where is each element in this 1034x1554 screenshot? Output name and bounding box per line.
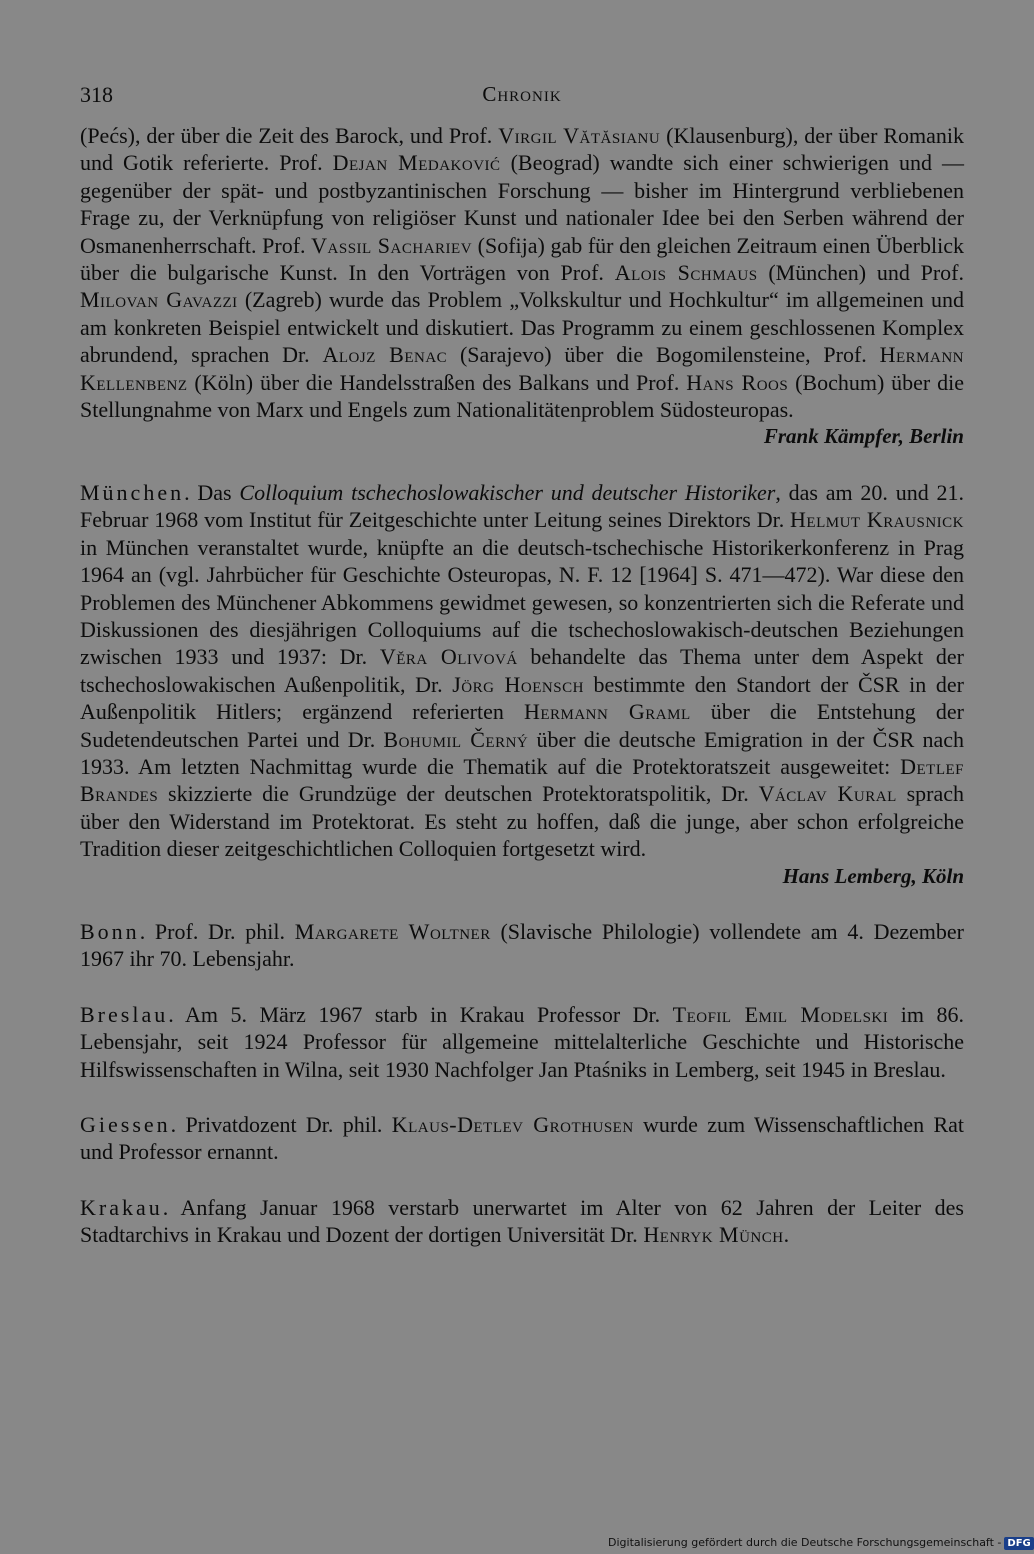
person-name: Klaus-Detlev Grothusen: [391, 1112, 634, 1137]
page-number: 318: [80, 82, 113, 107]
person-name: Dejan Medaković: [332, 150, 501, 176]
person-name: Hermann Kellenbenz: [80, 342, 964, 395]
person-name: Bohumil Černý: [383, 726, 529, 752]
section-gap: [80, 1166, 964, 1194]
author-signature: Frank Kämpfer, Berlin: [763, 424, 964, 449]
person-name: Teofil Emil Modelski: [672, 1001, 889, 1027]
funding-credit: Digitalisierung gefördert durch die Deutsche Forschungsgemeinschaft -: [608, 1536, 1002, 1549]
section-gap: [80, 973, 964, 1001]
page: [80, 82, 964, 1249]
person-name: Václav Kural: [758, 781, 897, 807]
place-name: Krakau: [80, 1194, 163, 1220]
digitization-footer: [608, 1536, 1031, 1550]
running-head: Chronik: [482, 82, 562, 106]
place-name: München: [80, 479, 185, 505]
page-header: [80, 82, 964, 122]
article-section-4: [80, 1001, 964, 1083]
person-name: Detlef Brandes: [80, 753, 964, 807]
article-section-2: [80, 479, 964, 890]
article-section-3: [80, 918, 964, 973]
person-name: Henryk Münch: [643, 1222, 784, 1248]
person-name: Jörg Hoensch: [452, 671, 584, 697]
paragraph: Bonn. Prof. Dr. phil. Margarete Woltner (Slavische Philologie) vollendete am 4. Dezember 1967 ihr 70. Lebensjahr.: [80, 918, 964, 972]
dfg-logo-icon: DFG: [1004, 1537, 1033, 1550]
person-name: Milovan Gavazzi: [80, 287, 238, 313]
event-title: Colloquium tschechoslowakischer und deutscher Historiker: [239, 479, 776, 505]
paragraph: Giessen. Privatdozent Dr. phil. Klaus-Detlev Grothusen wurde zum Wissenschaftlichen Rat und Professor ernannt.: [80, 1112, 964, 1165]
person-name: Alois Schmaus: [614, 260, 758, 286]
section-gap: [80, 1083, 964, 1111]
place-name: Bonn: [80, 918, 140, 944]
person-name: Virgil Vătăsianu: [498, 123, 661, 148]
person-name: Helmut Krausnick: [790, 507, 964, 533]
person-name: Alojz Benac: [322, 342, 448, 368]
person-name: Hermann Graml: [523, 699, 691, 725]
paragraph: München. Das Colloquium tschechoslowakischer und deutscher Historiker, das am 20. und 21. Februar 1968 vom Institut für Zeitgeschichte unter Leitung seines Direktors Dr. Helmut Krausnick in München veranstaltet wurde, knüpfte an die deutsch-tschechische Historikerkonferenz in Prag 1964 an (vgl. Jahrbücher für Geschichte Osteuropas, N. F. 12 [1964] S. 471—472). War diese den Problemen des Münchener Abkommens gewidmet gewesen, so konzentrierten sich die Referate und Diskussionen des diesjährigen Colloquiums auf die tschechoslowakisch-deutschen Beziehungen zwischen 1933 und 1937: Dr. Věra Olivová behandelte das Thema unter dem Aspekt der tschechoslowakischen Außenpolitik, Dr. Jörg Hoensch bestimmte den Standort der ČSR in der Außenpolitik Hitlers; ergänzend referierten Hermann Graml über die Entstehung der Sudetendeutschen Partei und Dr. Bohumil Černý über die deutsche Emigration in der ČSR nach 1933. Am letzten Nachmittag wurde die Thematik auf die Protektoratszeit ausgeweitet: Detlef Brandes skizzierte die Grundzüge der deutschen Protektoratspolitik, Dr. Václav Kural sprach über den Widerstand im Protektorat. Es steht zu hoffen, daß die junge, aber schon erfolgreiche Tradition dieser zeitgeschichtlichen Colloquien fortgesetzt wird.: [80, 479, 965, 862]
paragraph: Krakau. Anfang Januar 1968 verstarb unerwartet im Alter von 62 Jahren der Leiter des Stadtarchivs in Krakau und Dozent der dortigen Universität Dr. Henryk Münch.: [80, 1194, 964, 1248]
paragraph: Breslau. Am 5. März 1967 starb in Krakau Professor Dr. Teofil Emil Modelski im 86. Lebensjahr, seit 1924 Professor für allgemeine mittelalterliche Geschichte und Historische Hilfswissenschaften in Wilna, seit 1930 Nachfolger Jan Ptaśniks in Lemberg, seit 1945 in Breslau.: [80, 1001, 964, 1082]
person-name: Margarete Woltner: [294, 918, 491, 944]
paragraph: (Pećs), der über die Zeit des Barock, und Prof. Virgil Vătăsianu (Klausenburg), der über Romanik und Gotik referierte. Prof. Dejan Medaković (Beograd) wandte sich einer schwierigen und — gegenüber der spät- und postbyzantinischen Forschung — bisher im Hintergrund verbliebenen Frage zu, der Verknüpfung von religiöser Kunst und nationaler Idee bei den Serben während der Osmanenherrschaft. Prof. Vassil Sachariev (Sofija) gab für den gleichen Zeitraum einen Überblick über die bulgarische Kunst. In den Vorträgen von Prof. Alois Schmaus (München) und Prof. Milovan Gavazzi (Zagreb) wurde das Problem „Volkskultur und Hochkultur“ im allgemeinen und am konkreten Beispiel entwickelt und diskutiert. Das Programm zu einem geschlossenen Komplex abrundend, sprachen Dr. Alojz Benac (Sarajevo) über die Bogomilensteine, Prof. Hermann Kellenbenz (Köln) über die Handelsstraßen des Balkans und Prof. Hans Roos (Bochum) über die Stellungnahme von Marx und Engels zum Nationalitätenproblem Südosteuropas.: [80, 123, 964, 423]
place-name: Giessen: [80, 1112, 171, 1137]
section-gap: [80, 890, 964, 918]
place-name: Breslau: [80, 1001, 169, 1027]
article-section-6: [80, 1194, 964, 1249]
section-gap: [80, 451, 964, 479]
person-name: Věra Olivová: [379, 644, 518, 670]
person-name: Hans Roos: [686, 369, 789, 395]
article-section-1: [80, 122, 964, 451]
person-name: Vassil Sachariev: [311, 232, 473, 258]
author-signature: Hans Lemberg, Köln: [782, 863, 964, 888]
article-section-5: [80, 1111, 964, 1166]
